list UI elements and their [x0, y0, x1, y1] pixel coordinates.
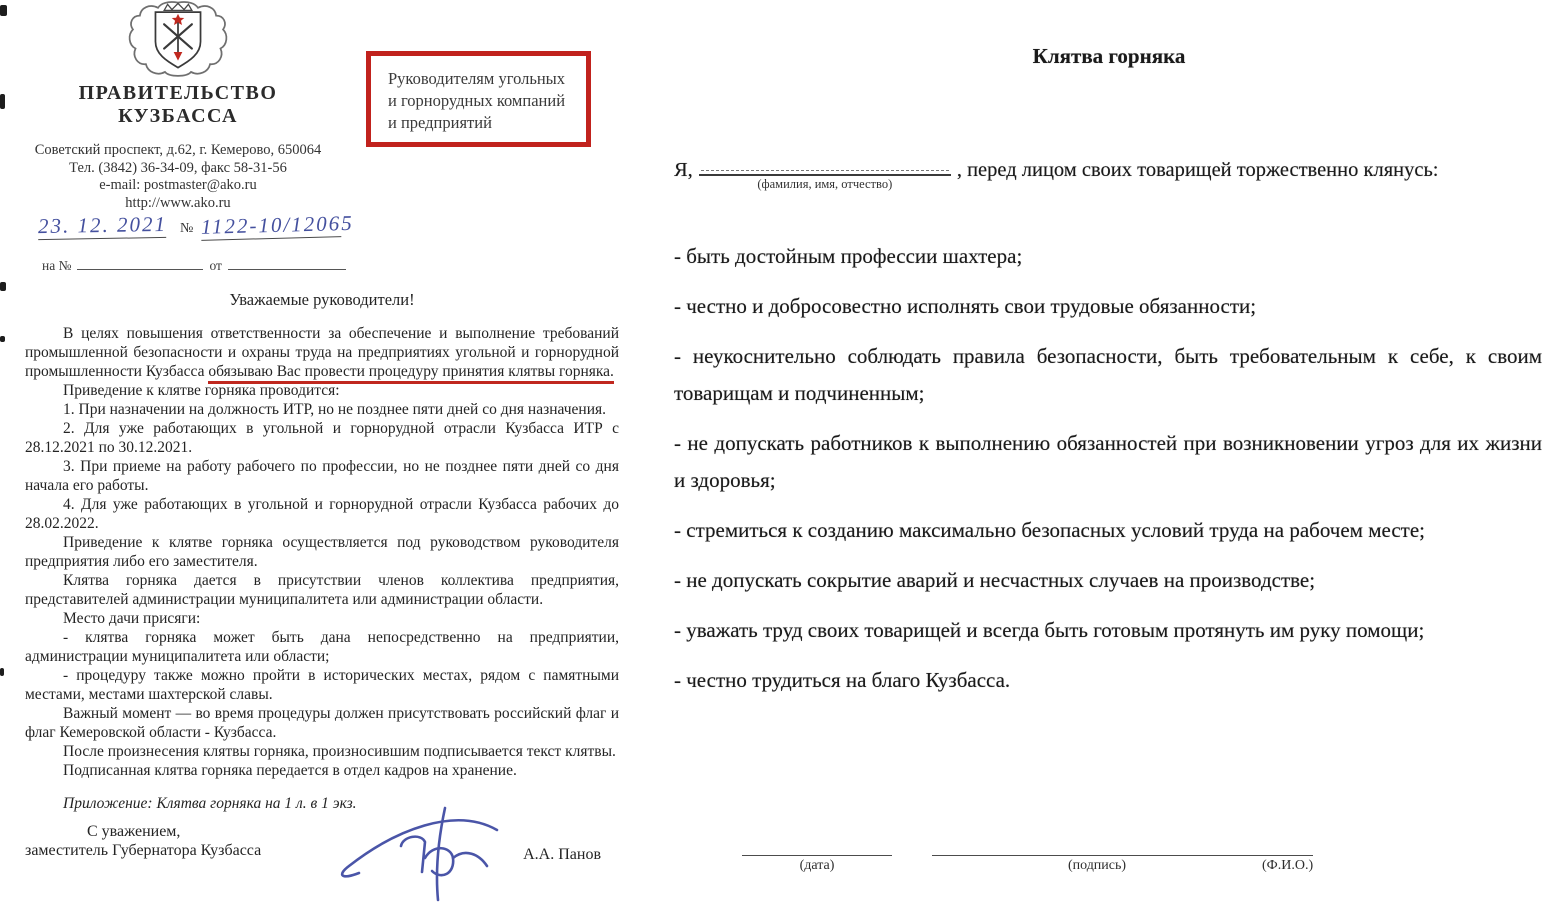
addressee-red-box	[366, 51, 591, 147]
signature-field-label: (подпись)	[1067, 858, 1127, 873]
letter-paragraph-main	[25, 324, 619, 381]
oath-item: - быть достойным профессии шахтера;	[674, 244, 1023, 268]
oath-item: - не допускать работников к выполнению обязанностей при возникновении угроз для их жизни и здоровья;	[674, 431, 1542, 492]
scan-artifact	[0, 5, 7, 16]
salutation: Уважаемые руководители!	[229, 290, 415, 309]
letter-paragraph: - процедуру также можно пройти в исторических местах, рядом с памятными местами, местами шахтерской славы.	[25, 667, 619, 703]
letter-paragraph: После произнесения клятвы горняка, произносившим подписывается текст клятвы.	[63, 743, 616, 760]
oath-items	[674, 238, 1542, 712]
letter-body	[25, 284, 619, 863]
ref-na-label: на №	[42, 258, 72, 273]
oath-intro-suffix: , перед лицом своих товарищей торжественно клянусь:	[956, 159, 1439, 181]
number-sign: №	[180, 221, 194, 236]
handwritten-date: 23. 12. 2021	[37, 211, 168, 239]
signature-block	[25, 822, 619, 863]
closing-line2: заместитель Губернатора Кузбасса	[25, 842, 262, 859]
attachment-note: Приложение: Клятва горняка на 1 л. в 1 экз.	[63, 795, 357, 812]
letter-paragraph: Подписанная клятва горняка передается в отдел кадров на хранение.	[63, 762, 517, 779]
signature-field	[932, 843, 1262, 874]
handwritten-signature	[325, 800, 510, 913]
letter-paragraph: Место дачи присяги:	[63, 610, 201, 627]
letter-paragraph: Приведение к клятве горняка проводится:	[63, 382, 340, 399]
letterhead	[8, 0, 348, 212]
oath-page	[640, 0, 1552, 913]
letter-paragraph: 1. При назначении на должность ИТР, но не позднее пяти дней со дня назначения.	[63, 401, 607, 418]
kuzbass-coat-of-arms-icon	[122, 0, 234, 78]
signature-field-line	[1262, 843, 1313, 856]
addressee-line: и предприятий	[388, 113, 492, 132]
scan-artifact	[0, 282, 6, 291]
fio-blank-line	[699, 150, 951, 191]
oath-item: - стремиться к созданию максимально безопасных условий труда на рабочем месте;	[674, 518, 1425, 542]
signature-field	[1262, 843, 1313, 874]
oath-item: - честно и добросовестно исполнять свои трудовые обязанности;	[674, 294, 1257, 318]
addressee-line: и горнорудных компаний	[388, 91, 566, 110]
scan-artifact	[0, 94, 5, 109]
letter-paragraphs	[25, 381, 619, 780]
ref-date-blank	[228, 255, 346, 270]
addressee-line: Руководителям угольных	[388, 69, 566, 88]
org-name-line1: ПРАВИТЕЛЬСТВО	[78, 82, 278, 104]
org-name	[8, 82, 348, 128]
oath-title: Клятва горняка	[1032, 44, 1186, 68]
letter-paragraph: Клятва горняка дается в присутствии членов коллектива предприятия, представителей администрации муниципалитета или администрации области.	[25, 572, 619, 608]
closing-line1: С уважением,	[87, 823, 181, 840]
paragraph-text: В целях повышения ответственности за обеспечение и выполнение требований промышленной безопасности и охраны труда на предприятиях угольной и горнорудной промышленности Кузбасса	[25, 325, 619, 380]
org-address	[8, 142, 348, 212]
letter-paragraph: 3. При приеме на работу рабочего по профессии, но не позднее пяти дней со дня начала его работы.	[25, 458, 619, 494]
letter-paragraph: 2. Для уже работающих в угольной и горнорудной отрасли Кузбасса ИТР с 28.12.2021 по 30.12.2021.	[25, 420, 619, 456]
red-underlined-phrase: обязываю Вас провести процедуру принятия клятвы горняка.	[208, 363, 614, 384]
letter-paragraph: 4. Для уже работающих в угольной и горнорудной отрасли Кузбасса рабочих до 28.02.2022.	[25, 496, 619, 532]
signature-field-label: (дата)	[799, 858, 835, 873]
signature-field-line	[932, 843, 1262, 856]
letter-paragraph: Важный момент — во время процедуры должен присутствовать российский флаг и флаг Кемеровской области - Кузбасса.	[25, 705, 619, 741]
handwritten-number: 1122-10/12065	[201, 210, 355, 239]
oath-signature-fields	[674, 843, 1542, 874]
org-address-line: Советский проспект, д.62, г. Кемерово, 650064	[34, 142, 322, 158]
oath-item: - неукоснительно соблюдать правила безопасности, быть требовательным к себе, к своим товарищам и подчиненным;	[674, 344, 1542, 405]
fio-note: (фамилия, имя, отчество)	[757, 177, 893, 191]
ref-number-blank	[77, 255, 203, 270]
oath-item: - не допускать сокрытие аварий и несчастных случаев на производстве;	[674, 568, 1316, 592]
oath-item: - уважать труд своих товарищей и всегда быть готовым протянуть им руку помощи;	[674, 618, 1425, 642]
oath-intro-prefix: Я,	[674, 159, 693, 181]
fio-blank-ruled-line	[701, 170, 949, 171]
org-name-line2: КУЗБАССА	[118, 105, 238, 127]
reference-row	[42, 255, 346, 274]
org-address-line: http://www.ako.ru	[125, 194, 231, 211]
signer-name: А.А. Панов	[523, 846, 601, 863]
letter-page	[0, 0, 640, 913]
signature-field-label: (Ф.И.О.)	[1262, 858, 1314, 873]
org-address-line: Тел. (3842) 36-34-09, факс 58-31-56	[69, 159, 287, 176]
oath-intro-line	[674, 150, 1544, 191]
scan-artifact	[0, 668, 4, 676]
date-number-row	[37, 210, 355, 239]
letter-paragraph: Приведение к клятве горняка осуществляется под руководством руководителя предприятия либо его заместителя.	[25, 534, 619, 570]
org-address-line: e-mail: postmaster@ako.ru	[99, 177, 257, 193]
signature-field	[742, 843, 892, 874]
letter-paragraph: - клятва горняка может быть дана непосредственно на предприятии, администрации муниципалитета или области;	[25, 629, 619, 665]
scan-artifact	[0, 336, 5, 342]
signature-field-line	[742, 843, 892, 856]
oath-item: - честно трудиться на благо Кузбасса.	[674, 668, 1011, 692]
ref-ot-label: от	[209, 258, 222, 273]
